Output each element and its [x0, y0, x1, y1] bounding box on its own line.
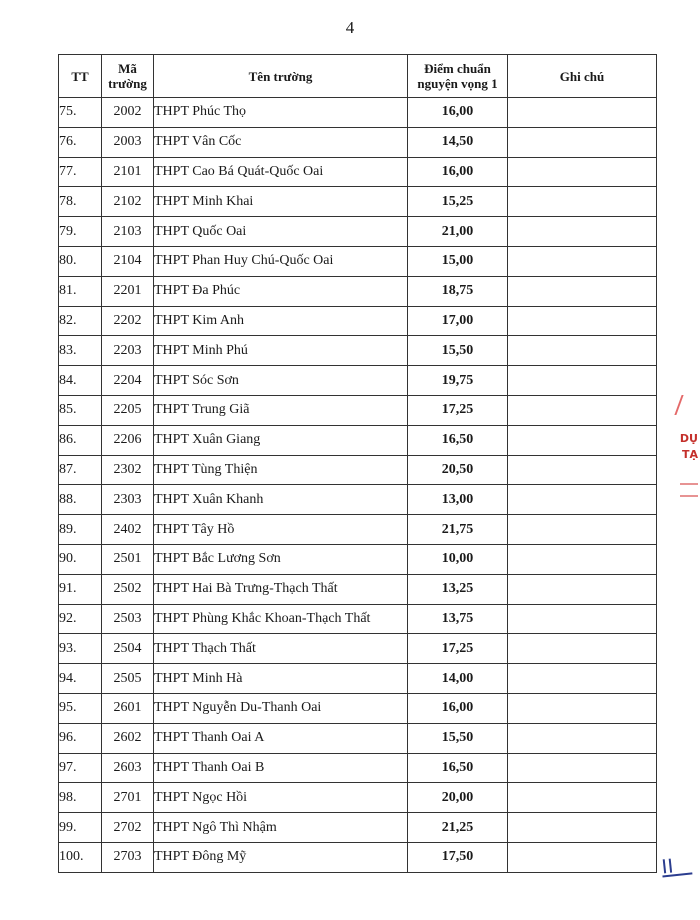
cutoff-score: 15,50	[408, 336, 508, 366]
note-cell	[508, 544, 657, 574]
header-cutoff-score-line1: Điểm chuẩn	[424, 61, 491, 76]
cutoff-score: 14,00	[408, 664, 508, 694]
table-row	[59, 127, 657, 157]
school-code: 2502	[102, 574, 154, 604]
cutoff-score: 15,50	[408, 723, 508, 753]
table-row	[59, 813, 657, 843]
school-name: THPT Ngọc Hồi	[154, 783, 408, 813]
row-number: 78.	[59, 187, 102, 217]
table-row	[59, 455, 657, 485]
school-name: THPT Thạch Thất	[154, 634, 408, 664]
cutoff-score: 13,00	[408, 485, 508, 515]
note-cell	[508, 485, 657, 515]
school-name: THPT Vân Cốc	[154, 127, 408, 157]
cutoff-score: 16,50	[408, 425, 508, 455]
table-row	[59, 336, 657, 366]
row-number: 85.	[59, 395, 102, 425]
note-cell	[508, 246, 657, 276]
school-code: 2501	[102, 544, 154, 574]
table-row	[59, 217, 657, 247]
school-name: THPT Đa Phúc	[154, 276, 408, 306]
row-number: 82.	[59, 306, 102, 336]
school-code: 2302	[102, 455, 154, 485]
table-row	[59, 693, 657, 723]
note-cell	[508, 515, 657, 545]
row-number: 86.	[59, 425, 102, 455]
row-number: 91.	[59, 574, 102, 604]
school-code: 2602	[102, 723, 154, 753]
note-cell	[508, 842, 657, 872]
row-number: 94.	[59, 664, 102, 694]
school-name: THPT Đông Mỹ	[154, 842, 408, 872]
row-number: 93.	[59, 634, 102, 664]
table-row	[59, 187, 657, 217]
school-code: 2102	[102, 187, 154, 217]
row-number: 89.	[59, 515, 102, 545]
school-code: 2505	[102, 664, 154, 694]
school-code: 2003	[102, 127, 154, 157]
row-number: 80.	[59, 246, 102, 276]
school-name: THPT Sóc Sơn	[154, 366, 408, 396]
table-row	[59, 276, 657, 306]
school-name: THPT Minh Hà	[154, 664, 408, 694]
school-code: 2103	[102, 217, 154, 247]
table-row	[59, 485, 657, 515]
table-row	[59, 753, 657, 783]
cutoff-score: 15,00	[408, 246, 508, 276]
school-code: 2002	[102, 98, 154, 128]
school-name: THPT Trung Giã	[154, 395, 408, 425]
cutoff-score: 15,25	[408, 187, 508, 217]
cutoff-score: 17,25	[408, 395, 508, 425]
table-row	[59, 395, 657, 425]
header-cutoff-score	[408, 55, 508, 98]
school-name: THPT Cao Bá Quát-Quốc Oai	[154, 157, 408, 187]
school-name: THPT Xuân Khanh	[154, 485, 408, 515]
cutoff-score: 20,50	[408, 455, 508, 485]
note-cell	[508, 157, 657, 187]
page-number: 4	[345, 18, 355, 37]
note-cell	[508, 425, 657, 455]
row-number: 75.	[59, 98, 102, 128]
cutoff-score: 21,75	[408, 515, 508, 545]
cutoff-score: 10,00	[408, 544, 508, 574]
stamp-mark-lower	[680, 483, 698, 497]
school-name: THPT Minh Phú	[154, 336, 408, 366]
table-row	[59, 425, 657, 455]
school-name: THPT Quốc Oai	[154, 217, 408, 247]
cutoff-score: 16,00	[408, 98, 508, 128]
cutoff-score: 17,25	[408, 634, 508, 664]
cutoff-score: 21,25	[408, 813, 508, 843]
note-cell	[508, 574, 657, 604]
header-school-name: Tên trường	[154, 55, 408, 98]
school-code: 2204	[102, 366, 154, 396]
note-cell	[508, 276, 657, 306]
note-cell	[508, 455, 657, 485]
cutoff-score: 16,00	[408, 693, 508, 723]
school-name: THPT Tùng Thiện	[154, 455, 408, 485]
note-cell	[508, 813, 657, 843]
row-number: 90.	[59, 544, 102, 574]
school-code: 2503	[102, 604, 154, 634]
table-row	[59, 723, 657, 753]
school-code: 2101	[102, 157, 154, 187]
school-name: THPT Hai Bà Trưng-Thạch Thất	[154, 574, 408, 604]
school-code: 2603	[102, 753, 154, 783]
school-code: 2202	[102, 306, 154, 336]
table-row	[59, 842, 657, 872]
cutoff-score: 16,50	[408, 753, 508, 783]
school-name: THPT Phúc Thọ	[154, 98, 408, 128]
cutoff-score: 19,75	[408, 366, 508, 396]
school-name: THPT Tây Hồ	[154, 515, 408, 545]
cutoff-score: 20,00	[408, 783, 508, 813]
note-cell	[508, 395, 657, 425]
school-code: 2303	[102, 485, 154, 515]
row-number: 81.	[59, 276, 102, 306]
row-number: 88.	[59, 485, 102, 515]
table-row	[59, 98, 657, 128]
school-name: THPT Phùng Khắc Khoan-Thạch Thất	[154, 604, 408, 634]
school-name: THPT Bắc Lương Sơn	[154, 544, 408, 574]
school-name: THPT Minh Khai	[154, 187, 408, 217]
note-cell	[508, 98, 657, 128]
cutoff-score: 17,00	[408, 306, 508, 336]
cutoff-score: 13,75	[408, 604, 508, 634]
cutoff-score: 16,00	[408, 157, 508, 187]
admission-score-table	[58, 54, 657, 873]
table-row	[59, 246, 657, 276]
table-row	[59, 634, 657, 664]
table-header-row	[59, 55, 657, 98]
school-name: THPT Nguyễn Du-Thanh Oai	[154, 693, 408, 723]
school-name: THPT Xuân Giang	[154, 425, 408, 455]
table-row	[59, 544, 657, 574]
header-tt: TT	[59, 55, 102, 98]
note-cell	[508, 753, 657, 783]
row-number: 92.	[59, 604, 102, 634]
note-cell	[508, 723, 657, 753]
cutoff-score: 13,25	[408, 574, 508, 604]
stamp-mark	[674, 395, 697, 415]
note-cell	[508, 604, 657, 634]
school-name: THPT Kim Anh	[154, 306, 408, 336]
note-cell	[508, 634, 657, 664]
cutoff-score: 21,00	[408, 217, 508, 247]
row-number: 98.	[59, 783, 102, 813]
school-name: THPT Thanh Oai B	[154, 753, 408, 783]
note-cell	[508, 664, 657, 694]
note-cell	[508, 127, 657, 157]
table-row	[59, 306, 657, 336]
school-name: THPT Phan Huy Chú-Quốc Oai	[154, 246, 408, 276]
school-code: 2504	[102, 634, 154, 664]
school-code: 2402	[102, 515, 154, 545]
row-number: 96.	[59, 723, 102, 753]
note-cell	[508, 783, 657, 813]
note-cell	[508, 336, 657, 366]
table-row	[59, 783, 657, 813]
cutoff-score: 17,50	[408, 842, 508, 872]
school-code: 2601	[102, 693, 154, 723]
note-cell	[508, 187, 657, 217]
row-number: 87.	[59, 455, 102, 485]
handwritten-initial-mark	[662, 864, 693, 877]
row-number: 76.	[59, 127, 102, 157]
school-code: 2703	[102, 842, 154, 872]
header-cutoff-score-line2: nguyện vọng 1	[417, 76, 498, 91]
row-number: 84.	[59, 366, 102, 396]
cutoff-score: 14,50	[408, 127, 508, 157]
row-number: 95.	[59, 693, 102, 723]
row-number: 99.	[59, 813, 102, 843]
school-code: 2205	[102, 395, 154, 425]
header-school-code-line1: Mã	[118, 61, 137, 76]
header-school-code	[102, 55, 154, 98]
school-name: THPT Thanh Oai A	[154, 723, 408, 753]
school-code: 2206	[102, 425, 154, 455]
school-code: 2201	[102, 276, 154, 306]
table-row	[59, 664, 657, 694]
table-row	[59, 157, 657, 187]
stamp-text-line2: TẠ	[681, 448, 698, 461]
school-code: 2701	[102, 783, 154, 813]
note-cell	[508, 693, 657, 723]
cutoff-score: 18,75	[408, 276, 508, 306]
row-number: 79.	[59, 217, 102, 247]
table-row	[59, 515, 657, 545]
table-row	[59, 366, 657, 396]
school-code: 2702	[102, 813, 154, 843]
row-number: 83.	[59, 336, 102, 366]
table-row	[59, 574, 657, 604]
note-cell	[508, 366, 657, 396]
header-note: Ghi chú	[508, 55, 657, 98]
school-code: 2104	[102, 246, 154, 276]
table-row	[59, 604, 657, 634]
row-number: 100.	[59, 842, 102, 872]
school-code: 2203	[102, 336, 154, 366]
table-body	[59, 98, 657, 873]
note-cell	[508, 306, 657, 336]
note-cell	[508, 217, 657, 247]
stamp-text-line1: DỤ	[679, 432, 698, 445]
row-number: 97.	[59, 753, 102, 783]
school-name: THPT Ngô Thì Nhậm	[154, 813, 408, 843]
row-number: 77.	[59, 157, 102, 187]
header-school-code-line2: trường	[108, 76, 147, 91]
